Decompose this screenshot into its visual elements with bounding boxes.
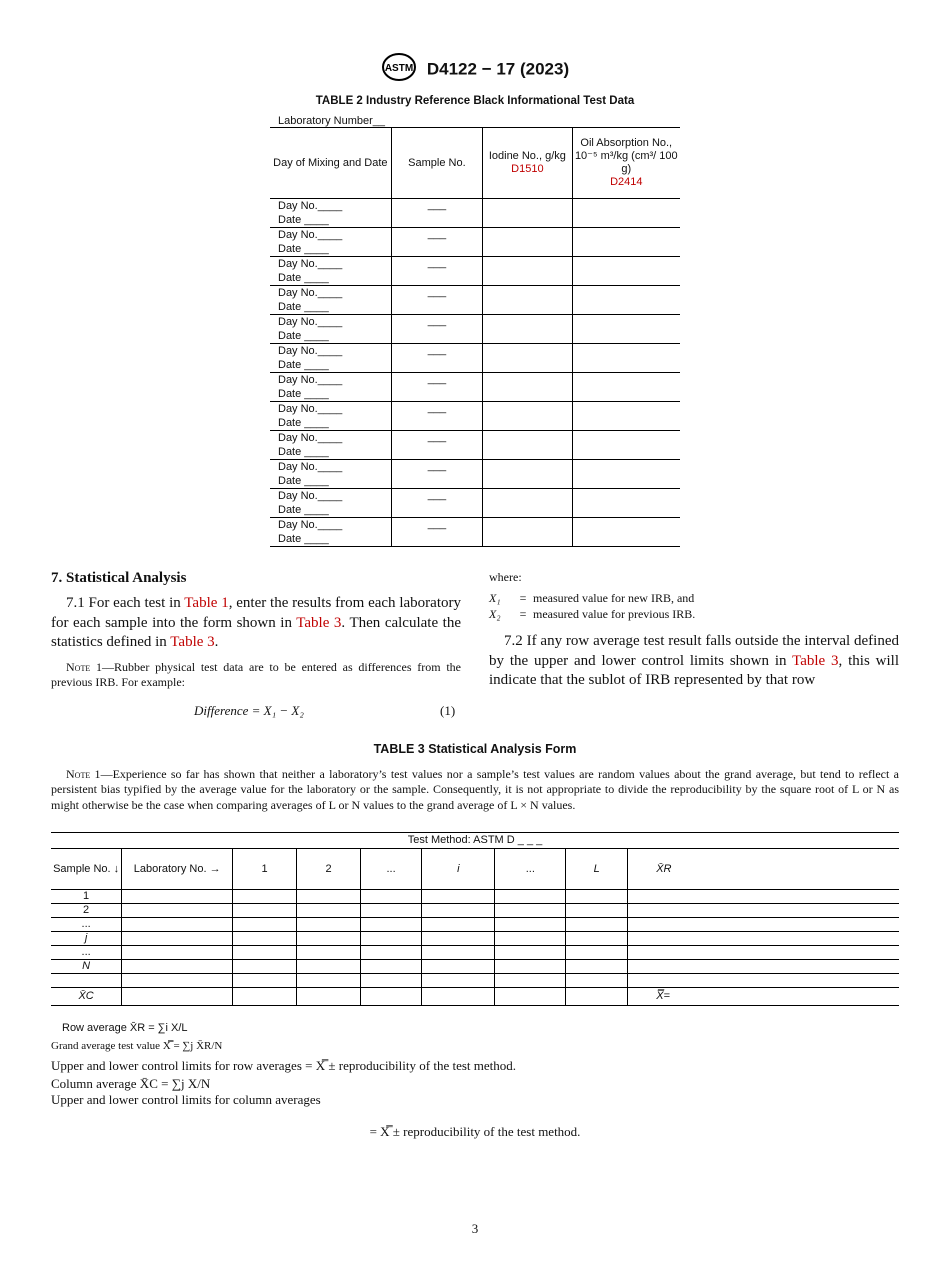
t3-cell [360, 960, 421, 974]
t2-sample: ___ [391, 344, 483, 373]
table3-body [51, 890, 899, 1006]
formula-row-limits: Upper and lower control limits for row averages = X̿ ± reproducibility of the test method. [51, 1058, 517, 1073]
t2-oil [572, 518, 680, 547]
t2-day-date [270, 518, 391, 547]
t3-cell [360, 890, 421, 904]
day-no: Day No.____ [278, 345, 343, 357]
t3-column-average-row [51, 988, 899, 1006]
t3-cell [566, 918, 628, 932]
t2-oil [572, 489, 680, 518]
t3-row [51, 918, 899, 932]
t3-cell [297, 974, 361, 988]
t2-iodine [483, 373, 572, 402]
section-heading: 7. Statistical Analysis [51, 570, 187, 586]
paragraph-7-1: 7.1 For each test in Table 1, enter the results from each laboratory for each sample into the form shown in Table 3. Then calculate the statistics defined in Table 3. [51, 595, 461, 650]
paragraph-7-2: 7.2 If any row average test result falls outside the interval defined by the upper and lower control limits shown in Table 3, this will indicate that the sublot of IRB represented by that row [489, 633, 899, 688]
t3-test-method: Test Method: ASTM D _ _ _ [51, 833, 899, 849]
t3-cell [628, 960, 899, 974]
t2-iodine [483, 199, 572, 228]
date: Date ____ [278, 387, 329, 400]
t2-day-date [270, 402, 391, 431]
t3-cell [495, 946, 566, 960]
t3-col-header: L [566, 849, 628, 890]
day-no: Day No.____ [278, 519, 343, 531]
t3-cell [233, 932, 297, 946]
page-header [0, 52, 950, 87]
t3-cell [233, 904, 297, 918]
t3-sample-cell: 1 [51, 890, 122, 904]
t2-sample: ___ [391, 373, 483, 402]
t3-cell [360, 932, 421, 946]
link-table3-b[interactable]: Table 3 [170, 634, 215, 650]
t2-col-oil: Oil Absorption No., 10⁻⁵ m³/kg (cm³/ 100 g) D2414 [572, 128, 680, 199]
t2-row [270, 431, 680, 460]
t2-col-day: Day of Mixing and Date [270, 128, 391, 199]
t2-oil [572, 460, 680, 489]
t2-iodine [483, 286, 572, 315]
t2-sample: ___ [391, 286, 483, 315]
t3-lab-no: Laboratory No. → [122, 849, 233, 890]
t3-cell [360, 988, 421, 1006]
t2-iodine [483, 315, 572, 344]
t3-cell [566, 960, 628, 974]
t2-iodine [483, 344, 572, 373]
t3-col-avg-label: X̄C [51, 988, 122, 1006]
t3-cell [566, 974, 628, 988]
laboratory-number-field: Laboratory Number__ [278, 115, 386, 127]
t2-oil [572, 286, 680, 315]
t2-sample: ___ [391, 518, 483, 547]
date: Date ____ [278, 358, 329, 371]
t3-cell [360, 974, 421, 988]
astm-logo-icon [381, 52, 417, 87]
day-no: Day No.____ [278, 229, 343, 241]
t3-cell [495, 974, 566, 988]
day-no: Day No.____ [278, 432, 343, 444]
table2-title: TABLE 2 Industry Reference Black Informational Test Data [315, 95, 635, 107]
table3-title: TABLE 3 Statistical Analysis Form [373, 742, 577, 756]
t3-cell [566, 904, 628, 918]
t3-col-header: ... [360, 849, 421, 890]
date: Date ____ [278, 300, 329, 313]
t3-cell [233, 946, 297, 960]
date: Date ____ [278, 532, 329, 545]
page-number: 3 [471, 1221, 479, 1236]
t2-iodine [483, 431, 572, 460]
t3-sample-cell: 2 [51, 904, 122, 918]
ref-d1510: D1510 [511, 163, 544, 175]
t2-row [270, 344, 680, 373]
t3-col-header: i [422, 849, 495, 890]
t2-oil [572, 199, 680, 228]
t2-oil [572, 373, 680, 402]
t2-oil [572, 402, 680, 431]
t3-cell [628, 918, 899, 932]
t2-sample: ___ [391, 431, 483, 460]
t3-cell [233, 960, 297, 974]
formula-column-limits-value: = X̿ ± reproducibility of the test method. [369, 1124, 581, 1139]
formula-column-average: Column average X̄C = ∑j X/N [51, 1076, 211, 1091]
table3-note: Note 1—Experience so far has shown that neither a laboratory’s test values nor a sample’s test values are random values about the grand average, but tend to reflect a persistent bias typified by the average value for the laboratory or the sample. Consequently, it is not appropriate to divide the reproducibility by the square root of L or N as might otherwise be the case when comparing averages of L or N values to the grand average of L × N values. [51, 767, 899, 812]
t3-sample-cell [51, 974, 122, 988]
t2-row [270, 286, 680, 315]
t2-row [270, 257, 680, 286]
t3-cell [233, 974, 297, 988]
t3-cell [122, 890, 233, 904]
t3-cell [495, 890, 566, 904]
day-no: Day No.____ [278, 490, 343, 502]
t3-cell [422, 974, 495, 988]
t3-cell [297, 932, 361, 946]
t2-row [270, 228, 680, 257]
link-table1[interactable]: Table 1 [184, 595, 229, 611]
svg-text:ASTM: ASTM [384, 63, 414, 74]
t2-row [270, 402, 680, 431]
day-no: Day No.____ [278, 374, 343, 386]
equation-1: Difference = X₁ − X₂ [194, 703, 304, 718]
t3-grand-average: X̿= [628, 988, 899, 1006]
t2-iodine [483, 228, 572, 257]
t3-cell [122, 918, 233, 932]
ref-d2414: D2414 [610, 176, 643, 188]
t3-cell [122, 946, 233, 960]
t2-row [270, 373, 680, 402]
t2-iodine [483, 460, 572, 489]
t3-cell [422, 946, 495, 960]
day-no: Day No.____ [278, 316, 343, 328]
t2-iodine [483, 257, 572, 286]
date: Date ____ [278, 242, 329, 255]
t3-cell [122, 974, 233, 988]
t2-day-date [270, 460, 391, 489]
t3-cell [297, 946, 361, 960]
t2-sample: ___ [391, 257, 483, 286]
t3-cell [122, 988, 233, 1006]
t2-day-date [270, 286, 391, 315]
t2-iodine [483, 518, 572, 547]
formula-grand-average: Grand average test value X̿ = ∑j X̄R/N [51, 1040, 223, 1052]
date: Date ____ [278, 213, 329, 226]
t3-cell [422, 960, 495, 974]
t3-row [51, 904, 899, 918]
t2-day-date [270, 257, 391, 286]
t3-row [51, 932, 899, 946]
table2 [270, 127, 680, 547]
day-no: Day No.____ [278, 461, 343, 473]
t3-header-row [51, 849, 899, 890]
t3-cell [297, 918, 361, 932]
t3-cell [495, 918, 566, 932]
t3-cell [495, 932, 566, 946]
t3-cell [628, 946, 899, 960]
t3-row [51, 960, 899, 974]
t3-cell [628, 890, 899, 904]
t2-day-date [270, 344, 391, 373]
t2-col-iodine: Iodine No., g/kg D1510 [483, 128, 572, 199]
link-table3[interactable]: Table 3 [296, 614, 342, 631]
t3-cell [422, 890, 495, 904]
date: Date ____ [278, 503, 329, 516]
t2-oil [572, 315, 680, 344]
definition-x2: X₂ = measured value for previous IRB. [489, 607, 696, 621]
t2-sample: ___ [391, 199, 483, 228]
t2-oil [572, 431, 680, 460]
t3-row [51, 946, 899, 960]
t2-day-date [270, 373, 391, 402]
t3-row [51, 974, 899, 988]
t2-row [270, 518, 680, 547]
t2-day-date [270, 431, 391, 460]
t2-oil [572, 228, 680, 257]
date: Date ____ [278, 271, 329, 284]
formula-row-average: Row average X̄R = ∑i X/L [62, 1022, 188, 1034]
t2-sample: ___ [391, 228, 483, 257]
t3-cell [495, 988, 566, 1006]
t3-col-header: 2 [297, 849, 361, 890]
t3-col-header: 1 [233, 849, 297, 890]
t3-cell [566, 988, 628, 1006]
t3-cell [495, 960, 566, 974]
designation: D4122 − 17 (2023) [426, 59, 570, 79]
t3-cell [566, 946, 628, 960]
date: Date ____ [278, 329, 329, 342]
date: Date ____ [278, 474, 329, 487]
t3-cell [628, 974, 899, 988]
t3-cell [566, 890, 628, 904]
t3-cell [122, 932, 233, 946]
t3-cell [360, 904, 421, 918]
t2-sample: ___ [391, 489, 483, 518]
t2-row [270, 315, 680, 344]
t3-sample-cell: j [51, 932, 122, 946]
date: Date ____ [278, 445, 329, 458]
t3-cell [495, 904, 566, 918]
t3-cell [297, 960, 361, 974]
t3-cell [233, 890, 297, 904]
t2-day-date [270, 228, 391, 257]
t3-row [51, 890, 899, 904]
t3-col-header: ... [495, 849, 566, 890]
t3-cell [297, 904, 361, 918]
day-no: Day No.____ [278, 200, 343, 212]
t3-cell [422, 918, 495, 932]
t2-col-sample: Sample No. [391, 128, 483, 199]
t2-row [270, 489, 680, 518]
t3-cell [628, 932, 899, 946]
t3-sample-no: Sample No. ↓ [51, 849, 122, 890]
t3-sample-cell: ... [51, 918, 122, 932]
link-table3-c[interactable]: Table 3 [792, 652, 839, 669]
t3-cell [566, 932, 628, 946]
t2-oil [572, 257, 680, 286]
day-no: Day No.____ [278, 287, 343, 299]
t3-cell [122, 960, 233, 974]
equation-number: (1) [440, 703, 456, 718]
t2-iodine [483, 489, 572, 518]
t2-day-date [270, 315, 391, 344]
t3-cell [297, 890, 361, 904]
t3-cell [422, 904, 495, 918]
t2-sample: ___ [391, 460, 483, 489]
day-no: Day No.____ [278, 403, 343, 415]
t3-cell [297, 988, 361, 1006]
t3-cell [233, 988, 297, 1006]
t2-iodine [483, 402, 572, 431]
formula-column-limits: Upper and lower control limits for column averages [51, 1092, 321, 1107]
t2-day-date [270, 489, 391, 518]
note-1: Note 1—Rubber physical test data are to be entered as differences from the previous IRB. For example: [51, 660, 461, 689]
definition-x1: X₁ = measured value for new IRB, and [489, 591, 695, 605]
t3-cell [628, 904, 899, 918]
t3-cell [422, 988, 495, 1006]
table2-body [270, 199, 680, 547]
t2-oil [572, 344, 680, 373]
t3-sample-cell: N [51, 960, 122, 974]
t2-sample: ___ [391, 402, 483, 431]
t3-cell [422, 932, 495, 946]
table3 [51, 832, 899, 1006]
t2-day-date [270, 199, 391, 228]
where-label: where: [489, 570, 522, 584]
day-no: Day No.____ [278, 258, 343, 270]
t3-cell [233, 918, 297, 932]
t3-cell [360, 946, 421, 960]
t3-sample-cell: ... [51, 946, 122, 960]
t2-row [270, 199, 680, 228]
t3-col-header: X̄R [628, 849, 899, 890]
t3-cell [360, 918, 421, 932]
date: Date ____ [278, 416, 329, 429]
t2-row [270, 460, 680, 489]
t2-sample: ___ [391, 315, 483, 344]
t3-cell [122, 904, 233, 918]
